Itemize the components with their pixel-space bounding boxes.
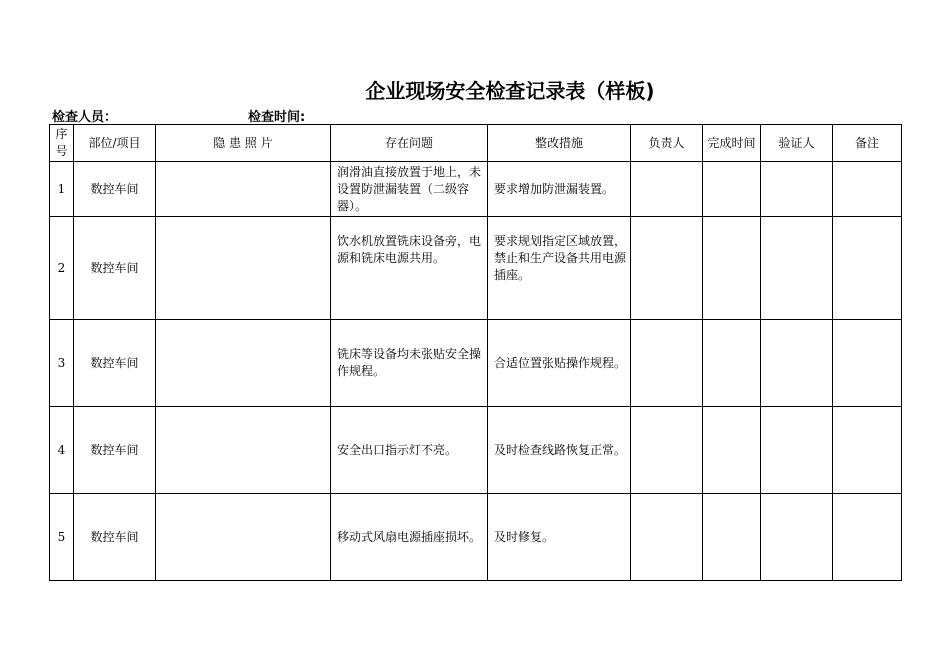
row-remark-cell[interactable] (833, 320, 902, 407)
row-dept: 数控车间 (74, 320, 156, 407)
row-owner-cell[interactable] (631, 320, 703, 407)
row-verifier-cell[interactable] (761, 494, 833, 581)
row-verifier-cell[interactable] (761, 217, 833, 320)
header-owner: 负责人 (631, 125, 703, 162)
row-measure: 合适位置张贴操作规程。 (488, 320, 631, 407)
row-remark-cell[interactable] (833, 217, 902, 320)
row-dept: 数控车间 (74, 162, 156, 217)
header-remark: 备注 (833, 125, 902, 162)
row-measure: 要求增加防泄漏装置。 (488, 162, 631, 217)
table-row (50, 217, 902, 320)
header-finish-time: 完成时间 (703, 125, 761, 162)
row-seq: 5 (50, 494, 74, 581)
row-dept: 数控车间 (74, 494, 156, 581)
row-verifier-cell[interactable] (761, 407, 833, 494)
table-row (50, 162, 902, 217)
header-measure: 整改措施 (488, 125, 631, 162)
row-measure: 要求规划指定区域放置，禁止和生产设备共用电源插座。 (488, 217, 631, 320)
table-row (50, 320, 902, 407)
row-problem: 安全出口指示灯不亮。 (331, 407, 488, 494)
row-owner-cell[interactable] (631, 494, 703, 581)
row-owner-cell[interactable] (631, 162, 703, 217)
table-header-row (50, 125, 902, 162)
row-seq: 2 (50, 217, 74, 320)
row-verifier-cell[interactable] (761, 320, 833, 407)
row-problem: 润滑油直接放置于地上，未设置防泄漏装置（二级容器）。 (331, 162, 488, 217)
table-row (50, 407, 902, 494)
row-owner-cell[interactable] (631, 217, 703, 320)
header-seq: 序号 (50, 125, 74, 162)
inspection-time-label: 检查时间: (248, 110, 306, 125)
row-seq: 3 (50, 320, 74, 407)
row-photo-cell (156, 162, 331, 217)
row-measure: 及时修复。 (488, 494, 631, 581)
inspection-record-table (49, 124, 902, 581)
row-problem: 饮水机放置铣床设备旁，电源和铣床电源共用。 (331, 217, 488, 320)
row-problem: 移动式风扇电源插座损坏。 (331, 494, 488, 581)
page-title: 企业现场安全检查记录表（样板) (365, 79, 655, 103)
row-finish-cell[interactable] (703, 494, 761, 581)
header-problem: 存在问题 (331, 125, 488, 162)
row-problem: 铣床等设备均未张贴安全操作规程。 (331, 320, 488, 407)
row-finish-cell[interactable] (703, 320, 761, 407)
row-dept: 数控车间 (74, 407, 156, 494)
row-owner-cell[interactable] (631, 407, 703, 494)
row-finish-cell[interactable] (703, 162, 761, 217)
row-seq: 1 (50, 162, 74, 217)
row-photo-cell (156, 320, 331, 407)
row-seq: 4 (50, 407, 74, 494)
row-photo-cell (156, 217, 331, 320)
row-remark-cell[interactable] (833, 407, 902, 494)
row-photo-cell (156, 494, 331, 581)
row-measure: 及时检查线路恢复正常。 (488, 407, 631, 494)
row-remark-cell[interactable] (833, 494, 902, 581)
header-photo: 隐 患 照 片 (156, 125, 331, 162)
row-finish-cell[interactable] (703, 407, 761, 494)
table-row (50, 494, 902, 581)
inspector-label: 检查人员： (52, 110, 118, 125)
row-remark-cell[interactable] (833, 162, 902, 217)
row-finish-cell[interactable] (703, 217, 761, 320)
row-photo-cell (156, 407, 331, 494)
row-dept: 数控车间 (74, 217, 156, 320)
header-verifier: 验证人 (761, 125, 833, 162)
header-dept: 部位/项目 (74, 125, 156, 162)
row-verifier-cell[interactable] (761, 162, 833, 217)
